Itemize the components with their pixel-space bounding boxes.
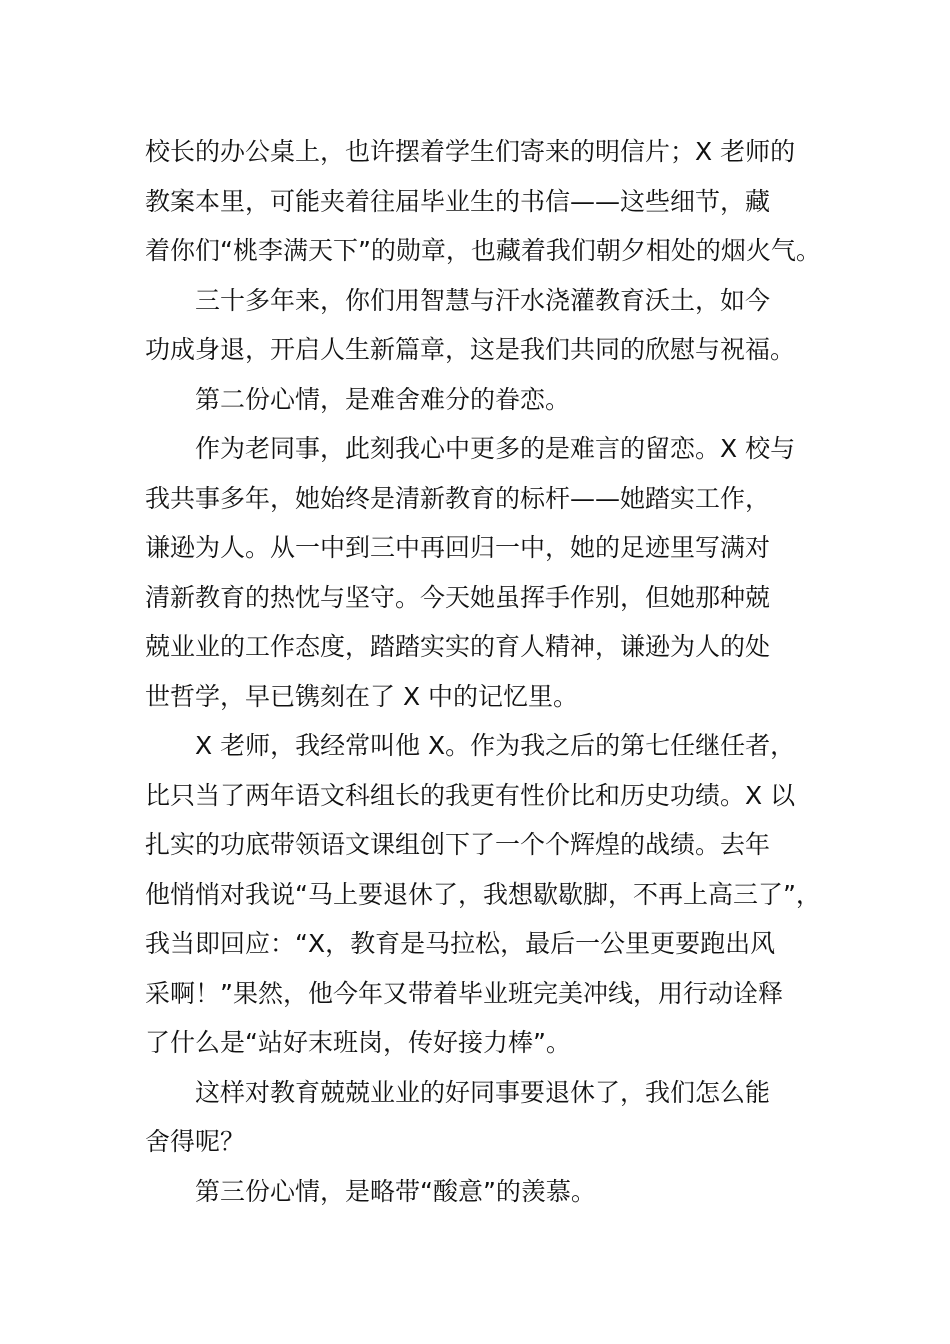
text-line: 比只当了两年语文科组长的我更有性价比和历史功绩。X 以 [145,780,796,810]
text-line: 舍得呢？ [145,1127,246,1156]
text-line: 我共事多年，她始终是清新教育的标杆——她踏实工作， [145,483,771,513]
paragraph-first-line: 作为老同事，此刻我心中更多的是难言的留恋。X 校与 [195,434,796,463]
text-line: 兢业业的工作态度，踏踏实实的育人精神，谦逊为人的处 [145,632,771,661]
text-line: 我当即回应：“X，教育是马拉松，最后一公里更要跑出风 [145,929,776,958]
text-line: 清新教育的热忱与坚守。今天她虽挥手作别，但她那种兢 [145,582,771,612]
paragraph-first-line: X 老师，我经常叫他 X。作为我之后的第七任继任者， [195,731,796,760]
text-line: 着你们“桃李满天下”的勋章，也藏着我们朝夕相处的烟火气。 [145,236,821,265]
text-line: 采啊！”果然，他今年又带着毕业班完美冲线，用行动诠释 [145,978,783,1008]
paragraph-first-line: 这样对教育兢兢业业的好同事要退休了，我们怎么能 [195,1077,771,1107]
text-line: 功成身退，开启人生新篇章，这是我们共同的欣慰与祝福。 [145,335,796,364]
paragraph-first-line: 第三份心情，是略带“酸意”的羡慕。 [195,1176,596,1206]
body-text [145,127,835,1216]
text-line: 谦逊为人。从一中到三中再回归一中，她的足迹里写满对 [145,533,771,562]
text-line: 扎实的功底带领语文课组创下了一个个辉煌的战绩。去年 [145,830,771,859]
paragraph-first-line: 三十多年来，你们用智慧与汗水浇灌教育沃土，如今 [195,285,771,315]
text-line: 了什么是“站好末班岗，传好接力棒”。 [145,1028,571,1057]
text-line: 校长的办公桌上，也许摆着学生们寄来的明信片；X 老师的 [145,137,796,166]
paragraph-first-line: 第二份心情，是难舍难分的眷恋。 [195,384,571,414]
text-line: 教案本里，可能夹着往届毕业生的书信——这些细节，藏 [145,186,771,216]
text-line: 世哲学，早已镌刻在了 X 中的记忆里。 [145,681,579,711]
text-line: 他悄悄对我说“马上要退休了，我想歇歇脚，不再上高三了”， [145,879,821,909]
